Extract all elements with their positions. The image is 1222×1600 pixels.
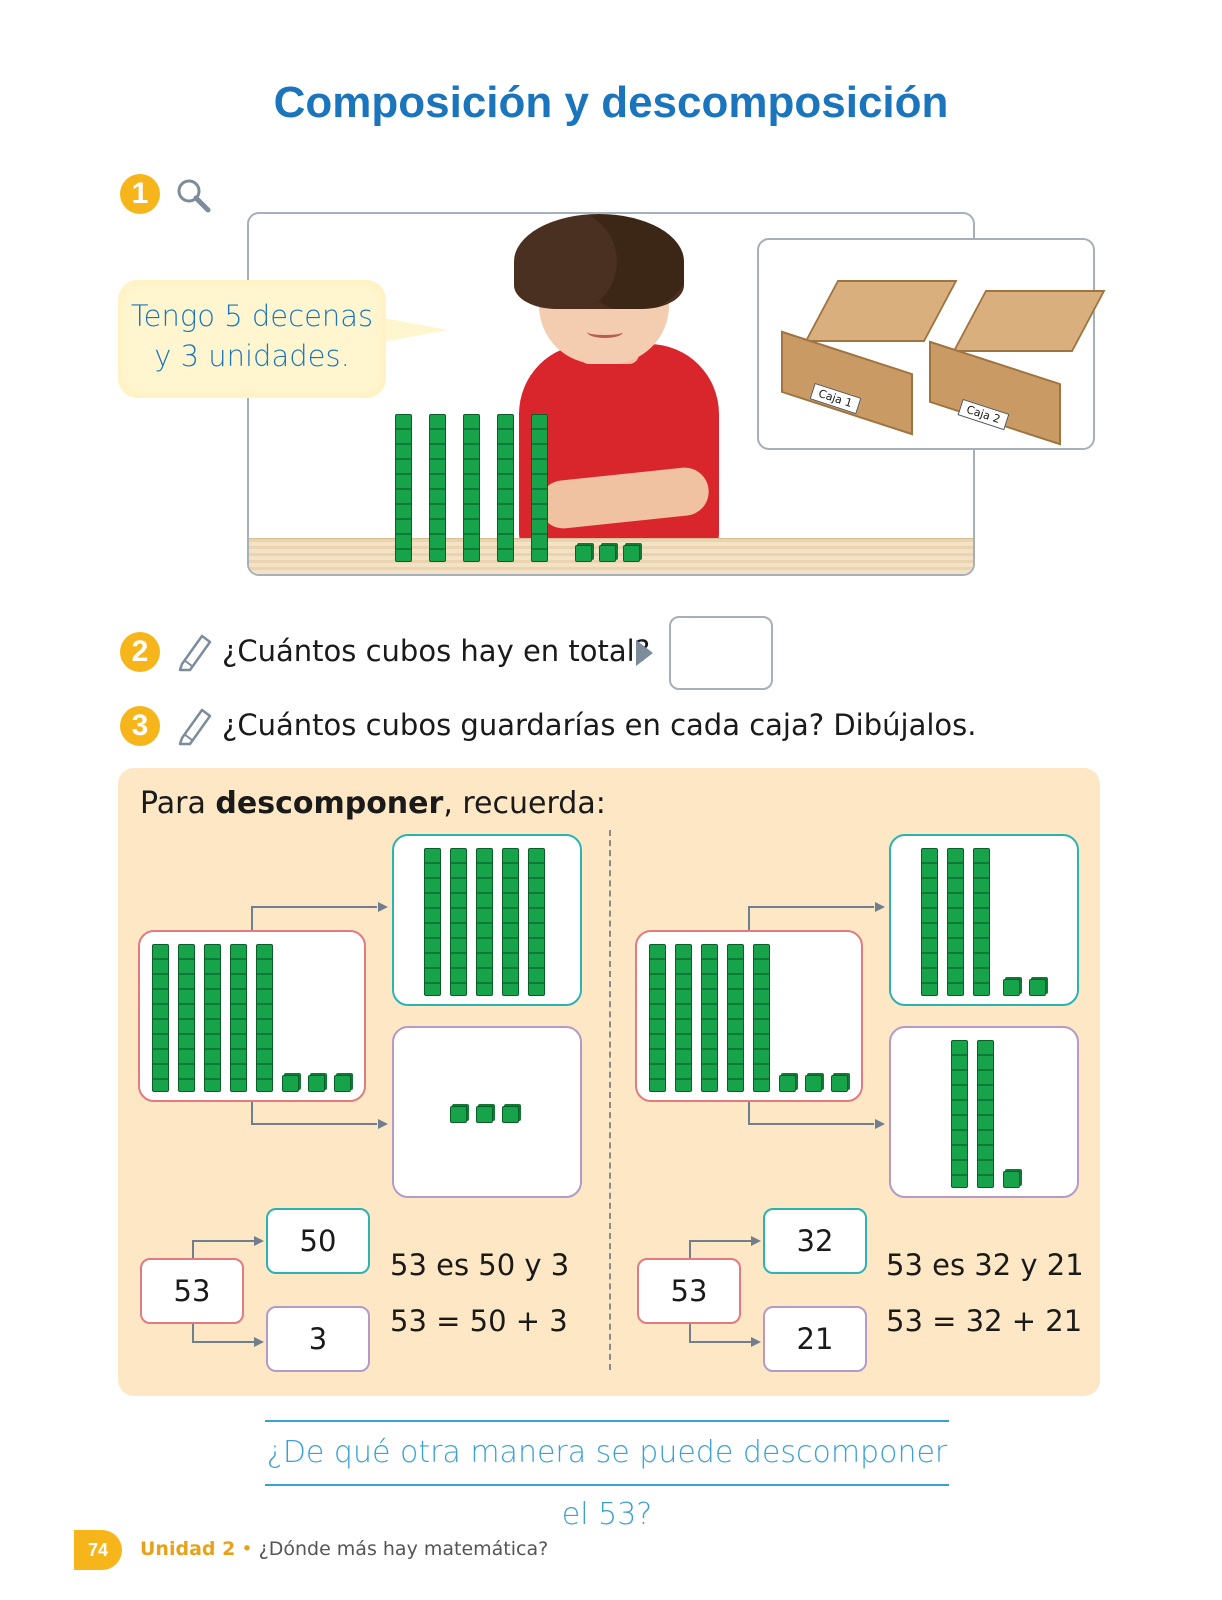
box-1 (781, 270, 931, 430)
equation-left: 53 = 50 + 3 (390, 1304, 568, 1338)
sentence-left: 53 es 50 y 3 (390, 1248, 570, 1282)
equation-right: 53 = 32 + 21 (886, 1304, 1083, 1338)
connector-line (748, 906, 874, 908)
arrow-head (378, 902, 388, 912)
connector-line (748, 906, 750, 930)
ten-rod (531, 414, 548, 562)
connector-line (192, 1324, 194, 1342)
connector-line (689, 1324, 691, 1342)
pencil-icon (174, 630, 214, 672)
part-b-box-left: 3 (266, 1306, 370, 1372)
footer-text: Unidad 2 • ¿Dónde más hay matemática? (140, 1538, 549, 1560)
card-part-32 (889, 834, 1079, 1006)
connector-line (689, 1341, 751, 1343)
arrow-icon (636, 640, 653, 666)
box-1-label: Caja 1 (810, 383, 862, 414)
unit-cube (599, 545, 616, 562)
part-a-box-right: 32 (763, 1208, 867, 1274)
box-2 (929, 280, 1079, 440)
connector-line (748, 1102, 750, 1124)
item-number-3: 3 (120, 706, 160, 746)
card-total-53-right (635, 930, 863, 1102)
connector-line (251, 1102, 253, 1124)
card-tens-50 (392, 834, 582, 1006)
bubble-line-1: Tengo 5 decenas (130, 299, 374, 333)
card-part-21 (889, 1026, 1079, 1198)
unit-cube (575, 545, 592, 562)
arrow-head (378, 1119, 388, 1129)
speech-bubble-tail (384, 318, 448, 342)
total-box-right: 53 (637, 1258, 741, 1324)
page-number: 74 (74, 1530, 122, 1570)
total-box-left: 53 (140, 1258, 244, 1324)
connector-line (251, 906, 377, 908)
boy-hair (514, 214, 684, 309)
connector-line (748, 1123, 874, 1125)
arrow-head (751, 1236, 761, 1246)
part-a-box-left: 50 (266, 1208, 370, 1274)
arrow-head (254, 1236, 264, 1246)
card-total-53-left (138, 930, 366, 1102)
answer-box[interactable] (669, 616, 773, 690)
page-title: Composición y descomposición (273, 78, 949, 127)
card-units-3 (392, 1026, 582, 1198)
boxes-panel (757, 238, 1095, 450)
ten-rod (395, 414, 412, 562)
connector-line (251, 1123, 377, 1125)
magnifier-icon (174, 176, 214, 216)
question-3-text: ¿Cuántos cubos guardarías en cada caja? Dibújalos. (222, 708, 977, 742)
connector-line (689, 1240, 691, 1258)
pencil-icon (174, 704, 214, 746)
box-2-label: Caja 2 (958, 399, 1010, 430)
item-number-2: 2 (120, 632, 160, 672)
sentence-right: 53 es 32 y 21 (886, 1248, 1084, 1282)
arrow-head (751, 1337, 761, 1347)
item-number-1: 1 (120, 174, 160, 214)
unit-cube (623, 545, 640, 562)
connector-line (192, 1341, 254, 1343)
ten-rod (463, 414, 480, 562)
panel-title: Para descomponer, recuerda: (140, 786, 606, 821)
part-b-box-right: 21 (763, 1306, 867, 1372)
arrow-head (254, 1337, 264, 1347)
connector-line (192, 1240, 194, 1258)
ten-rod (497, 414, 514, 562)
ten-rod (429, 414, 446, 562)
speech-bubble-text (118, 296, 386, 376)
connector-line (192, 1240, 254, 1242)
bottom-question: ¿De qué otra manera se puede descomponer el 53? (265, 1420, 949, 1486)
connector-line (689, 1240, 751, 1242)
panel-divider (609, 830, 611, 1370)
bubble-line-2: y 3 unidades. (154, 339, 350, 373)
question-2-text: ¿Cuántos cubos hay en total? (222, 634, 651, 668)
arrow-head (875, 1119, 885, 1129)
arrow-head (875, 902, 885, 912)
connector-line (251, 906, 253, 930)
